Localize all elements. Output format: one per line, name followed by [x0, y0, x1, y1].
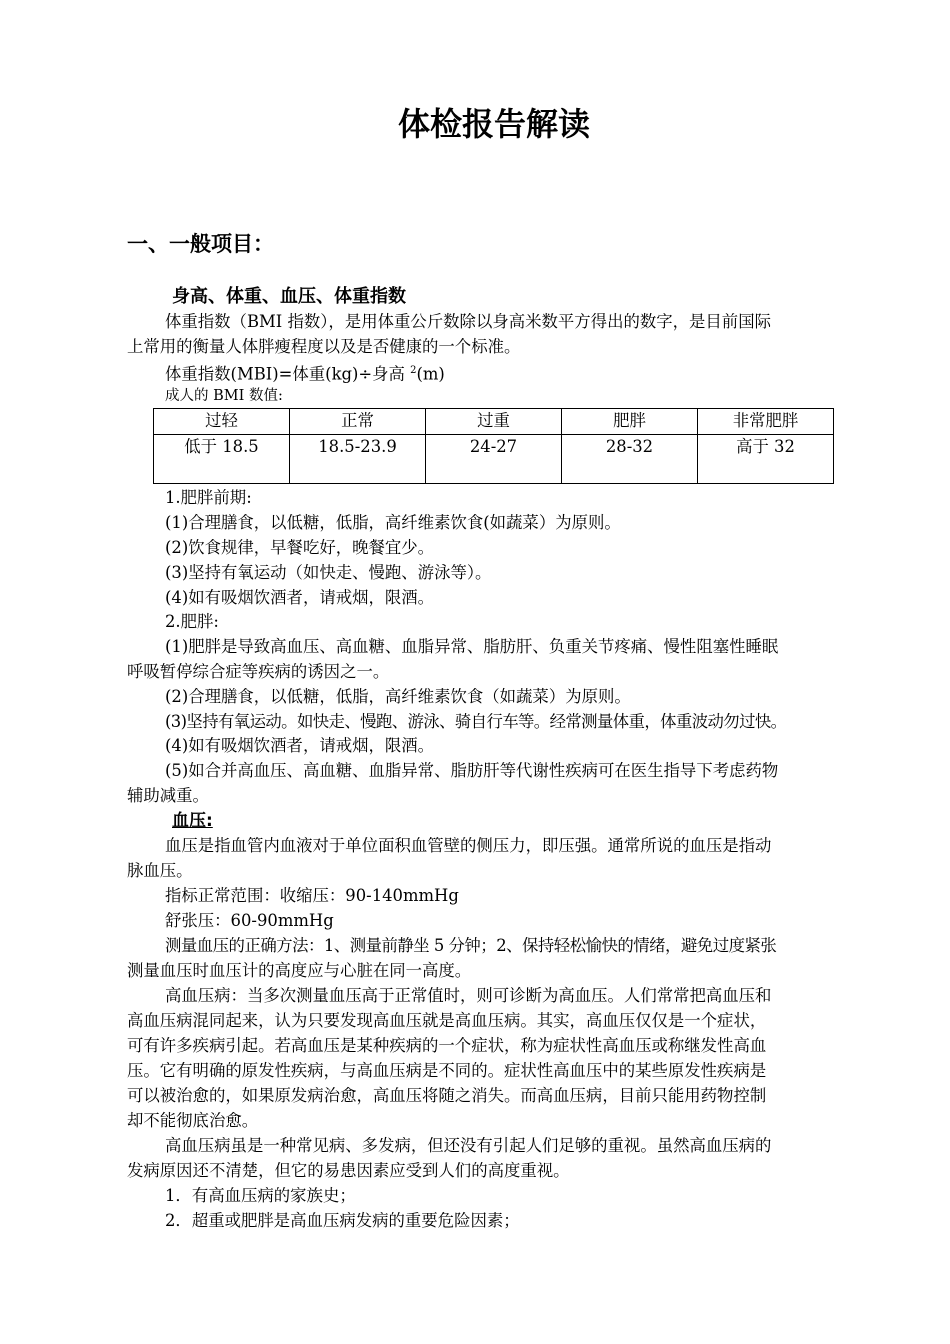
bmi-value-cell: 28-32 — [562, 435, 698, 484]
section-heading-general: 一、一般项目： — [127, 232, 274, 256]
obese-item-1b: 呼吸暂停综合症等疾病的诱因之一。 — [127, 662, 390, 681]
risk-factor-item: 1．有高血压病的家族史； — [165, 1186, 356, 1205]
obese-item-3: (3)坚持有氧运动。如快走、慢跑、游泳、骑自行车等。经常测量体重，体重波动勿过快。 — [165, 712, 787, 731]
risk-factor-item: 2．超重或肥胖是高血压病发病的重要危险因素； — [165, 1211, 520, 1230]
bmi-header-cell: 过重 — [426, 409, 562, 435]
bmi-intro-line-1: 体重指数（BMI 指数），是用体重公斤数除以身高米数平方得出的数字，是目前国际 — [165, 312, 771, 331]
obese-item-4: (4)如有吸烟饮酒者，请戒烟，限酒。 — [165, 736, 435, 755]
pre-obese-item: (3)坚持有氧运动（如快走、慢跑、游泳等）。 — [165, 563, 492, 582]
bmi-value-cell: 18.5-23.9 — [290, 435, 426, 484]
bp-method-1: 测量血压的正确方法：1、测量前静坐 5 分钟；2、保持轻松愉快的情绪，避免过度紧张 — [165, 936, 777, 955]
pre-obese-item: (2)饮食规律，早餐吃好，晚餐宜少。 — [165, 538, 435, 557]
bmi-header-cell: 正常 — [290, 409, 426, 435]
bp-heading: 血压: — [172, 811, 213, 831]
bmi-table — [153, 408, 834, 484]
bp-range-systolic: 指标正常范围：收缩压：90-140mmHg — [165, 886, 459, 905]
htn-paragraph-line: 高血压病：当多次测量血压高于正常值时，则可诊断为高血压。人们常常把高血压和 — [165, 986, 772, 1005]
htn-paragraph-line: 可以被治愈的，如果原发病治愈，高血压将随之消失。而高血压病，目前只能用药物控制 — [127, 1086, 767, 1105]
obese-item-5b: 辅助减重。 — [127, 786, 209, 805]
document-title: 体检报告解读 — [397, 105, 590, 143]
bmi-table-value-row — [154, 435, 834, 484]
bmi-formula — [127, 359, 900, 387]
htn-common-line: 高血压病虽是一种常见病、多发病，但还没有引起人们足够的重视。虽然高血压病的 — [165, 1136, 772, 1155]
htn-paragraph-line: 压。它有明确的原发性疾病，与高血压病是不同的。症状性高血压中的某些原发性疾病是 — [127, 1061, 767, 1080]
obese-item-5a: (5)如合并高血压、高血糖、血脂异常、脂肪肝等代谢性疾病可在医生指导下考虑药物 — [165, 761, 779, 780]
htn-paragraph-line: 却不能彻底治愈。 — [127, 1111, 259, 1130]
obese-title: 2.肥胖: — [165, 612, 219, 631]
bp-method-2: 测量血压时血压计的高度应与心脏在同一高度。 — [127, 961, 472, 980]
htn-paragraph-line: 高血压病混同起来，认为只要发现高血压就是高血压病。其实，高血压仅仅是一个症状， — [127, 1011, 767, 1030]
bmi-header-cell: 非常肥胖 — [698, 409, 834, 435]
subheading-body-measures: 身高、体重、血压、体重指数 — [172, 286, 406, 307]
bp-definition-1: 血压是指血管内血液对于单位面积血管壁的侧压力，即压强。通常所说的血压是指动 — [165, 836, 772, 855]
bmi-header-cell: 肥胖 — [562, 409, 698, 435]
obese-item-2: (2)合理膳食，以低糖，低脂，高纤维素饮食（如蔬菜）为原则。 — [165, 687, 631, 706]
bmi-table-caption: 成人的 BMI 数值: — [165, 388, 283, 404]
formula-suffix: (m) — [416, 364, 445, 384]
bmi-value-cell: 低于 18.5 — [154, 435, 290, 484]
bmi-table-header-row — [154, 409, 834, 435]
bp-range-diastolic: 舒张压：60-90mmHg — [165, 911, 334, 930]
htn-common-line: 发病原因还不清楚，但它的易患因素应受到人们的高度重视。 — [127, 1161, 570, 1180]
formula-prefix: 体重指数(MBI)=体重(kg)÷身高 — [165, 364, 411, 384]
htn-paragraph-line: 可有许多疾病引起。若高血压是某种疾病的一个症状，称为症状性高血压或称继发性高血 — [127, 1036, 767, 1055]
bmi-header-cell: 过轻 — [154, 409, 290, 435]
obese-item-1a: (1)肥胖是导致高血压、高血糖、血脂异常、脂肪肝、负重关节疼痛、慢性阻塞性睡眠 — [165, 637, 779, 656]
bmi-value-cell: 24-27 — [426, 435, 562, 484]
bp-definition-2: 脉血压。 — [127, 861, 193, 880]
bmi-intro-line-2: 上常用的衡量人体胖瘦程度以及是否健康的一个标准。 — [127, 337, 521, 356]
pre-obese-item: (1)合理膳食，以低糖，低脂，高纤维素饮食(如蔬菜）为原则。 — [165, 513, 621, 532]
formula-superscript: 2 — [410, 365, 417, 376]
bmi-value-cell: 高于 32 — [698, 435, 834, 484]
pre-obese-item: (4)如有吸烟饮酒者，请戒烟，限酒。 — [165, 588, 435, 607]
pre-obese-title: 1.肥胖前期: — [165, 488, 252, 507]
